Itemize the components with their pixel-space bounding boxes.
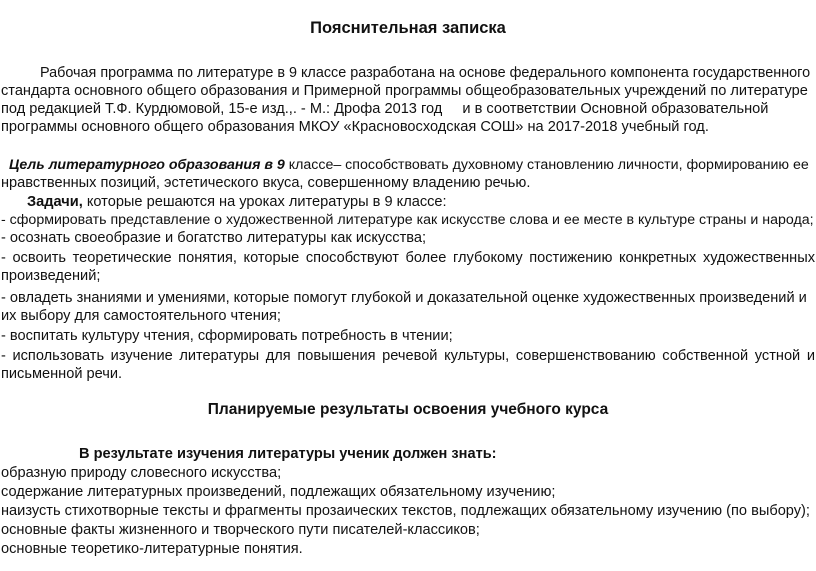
goal-line-2: нравственных позиций, эстетического вкуса, совершенному владению речью. bbox=[1, 175, 531, 191]
task-item: - овладеть знаниями и умениями, которые помогут глубокой и доказательной оценке художественных произведений и bbox=[1, 290, 807, 306]
tasks-heading bbox=[27, 193, 447, 212]
intro-line-1: Рабочая программа по литературе в 9 классе разработана на основе федерального компонента государственного bbox=[40, 65, 811, 81]
document-title: Пояснительная записка bbox=[310, 19, 506, 37]
results-item: основные факты жизненного и творческого пути писателей-классиков; bbox=[1, 522, 480, 538]
intro-line-4: программы основного общего образования МКОУ «Красновосходская СОШ» на 2017-2018 учебный год. bbox=[1, 119, 709, 135]
tasks-intro: которые решаются на уроках литературы в 9 классе: bbox=[82, 194, 447, 210]
task-item-continuation: письменной речи. bbox=[1, 366, 123, 382]
results-item: содержание литературных произведений, подлежащих обязательному изучению; bbox=[1, 484, 556, 500]
intro-line-3-part-a: под редакцией Т.Ф. Курдюмовой, 15-е изд.,. - М.: Дрофа 2013 год bbox=[1, 101, 443, 117]
goal-label: Цель литературного образования в 9 bbox=[9, 157, 285, 173]
results-item: наизусть стихотворные тексты и фрагменты прозаических текстов, подлежащих обязательному изучению (по выбору); bbox=[1, 503, 810, 519]
task-item-continuation: их выбору для самостоятельного чтения; bbox=[1, 308, 281, 324]
goal-line-1 bbox=[9, 156, 809, 175]
intro-line-2: стандарта основного общего образования и Примерной программы общеобразовательных учреждений по литературе bbox=[1, 83, 808, 99]
results-item: образную природу словесного искусства; bbox=[1, 465, 282, 481]
intro-line-3 bbox=[1, 100, 768, 119]
results-item: основные теоретико-литературные понятия. bbox=[1, 541, 303, 557]
goal-text: классе– способствовать духовному становлению личности, формированию ее bbox=[284, 157, 809, 173]
task-item: - сформировать представление о художественной литературе как искусстве слова и ее месте в культуре страны и народа; bbox=[1, 212, 814, 228]
tasks-label: Задачи, bbox=[27, 194, 83, 210]
task-item-continuation: произведений; bbox=[1, 268, 101, 284]
results-heading: Планируемые результаты освоения учебного курса bbox=[207, 401, 609, 418]
results-subheading: В результате изучения литературы ученик должен знать: bbox=[79, 446, 497, 462]
task-item: - осознать своеобразие и богатство литературы как искусства; bbox=[1, 230, 427, 246]
task-item: - освоить теоретические понятия, которые способствуют более глубокому постижению конкретных художественных bbox=[1, 250, 815, 266]
task-item: - использовать изучение литературы для повышения речевой культуры, совершенствованию собственной устной и bbox=[1, 348, 815, 364]
intro-line-3-part-b: и в соответствии Основной образовательной bbox=[462, 101, 769, 117]
task-item: - воспитать культуру чтения, сформировать потребность в чтении; bbox=[1, 328, 453, 344]
